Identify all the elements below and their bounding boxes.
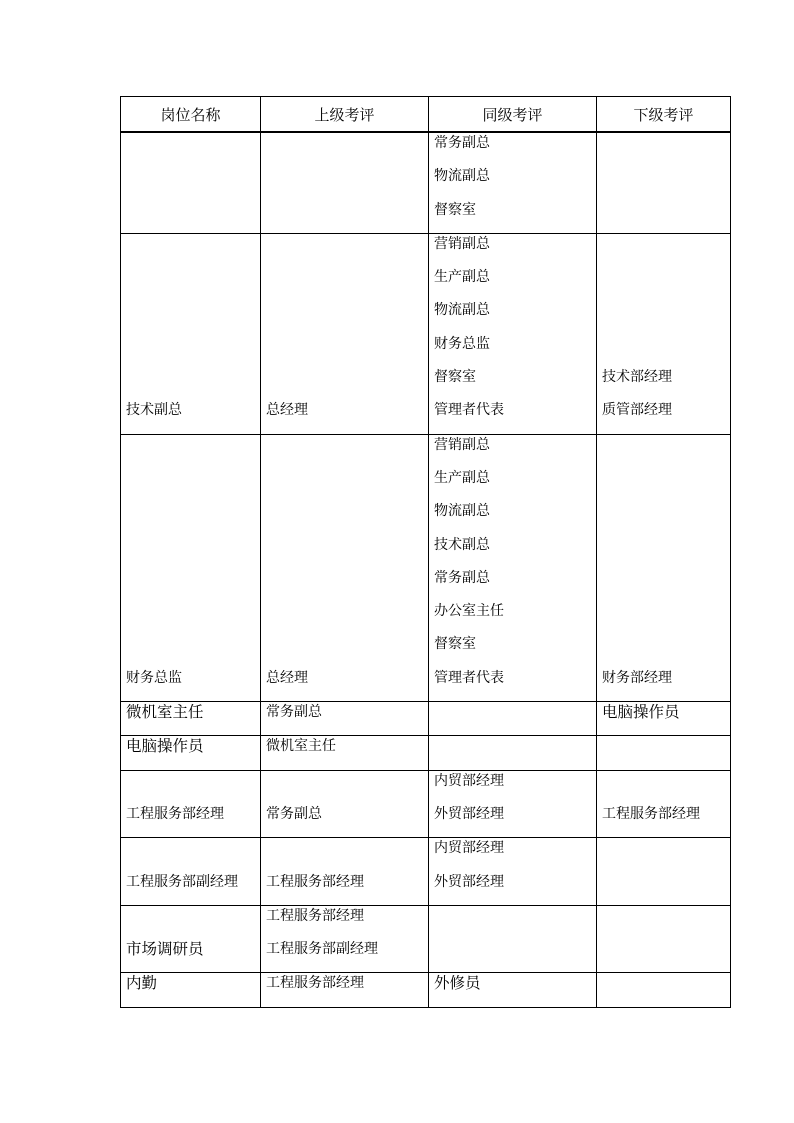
table-row xyxy=(121,233,731,434)
superior-cell xyxy=(261,132,429,233)
cell-text: 电脑操作员 xyxy=(602,703,680,722)
cell-text: 管理者代表 xyxy=(434,402,504,419)
header-position-name: 岗位名称 xyxy=(121,97,261,133)
cell-spacer xyxy=(597,634,730,667)
cell-spacer xyxy=(597,435,730,468)
cell-spacer xyxy=(121,535,260,568)
cell-spacer xyxy=(261,568,428,601)
cell-spacer xyxy=(121,133,260,166)
peer-cell xyxy=(429,973,597,1007)
cell-spacer xyxy=(121,468,260,501)
cell-spacer xyxy=(597,872,730,905)
cell-spacer xyxy=(121,906,260,939)
subordinate-cell xyxy=(597,973,731,1007)
cell-text: 内贸部经理 xyxy=(434,840,504,857)
cell-text: 财务总监 xyxy=(434,335,490,352)
cell-spacer xyxy=(597,568,730,601)
cell-text: 工程服务部经理 xyxy=(126,805,224,822)
cell-text: 外贸部经理 xyxy=(434,805,504,822)
cell-spacer xyxy=(597,838,730,871)
cell-text: 内贸部经理 xyxy=(434,772,504,789)
cell-text: 物流副总 xyxy=(434,168,490,185)
cell-text: 物流副总 xyxy=(434,302,490,319)
header-peer-review: 同级考评 xyxy=(429,97,597,133)
cell-text: 常务副总 xyxy=(434,135,490,151)
cell-text: 工程服务部经理 xyxy=(266,975,364,992)
subordinate-cell xyxy=(597,905,731,973)
superior-cell xyxy=(261,233,429,434)
cell-spacer xyxy=(261,501,428,534)
cell-text: 督察室 xyxy=(434,369,476,386)
cell-text: 营销副总 xyxy=(434,436,490,453)
cell-text: 市场调研员 xyxy=(126,940,204,959)
table-row xyxy=(121,434,731,701)
cell-text: 物流副总 xyxy=(434,503,490,520)
cell-spacer xyxy=(597,771,730,804)
table-row xyxy=(121,905,731,973)
peer-cell xyxy=(429,233,597,434)
peer-cell xyxy=(429,905,597,973)
cell-spacer xyxy=(261,601,428,634)
evaluation-table-container xyxy=(120,96,730,1008)
subordinate-cell xyxy=(597,132,731,233)
cell-text: 管理者代表 xyxy=(434,669,504,686)
cell-spacer xyxy=(261,838,428,871)
cell-text: 财务总监 xyxy=(126,669,182,686)
superior-cell xyxy=(261,702,429,736)
cell-spacer xyxy=(121,234,260,267)
subordinate-cell xyxy=(597,770,731,838)
peer-cell xyxy=(429,702,597,736)
cell-text: 外修员 xyxy=(434,974,481,993)
cell-spacer xyxy=(261,435,428,468)
header-subordinate-review: 下级考评 xyxy=(597,97,731,133)
cell-text: 办公室主任 xyxy=(434,603,504,620)
subordinate-cell xyxy=(597,233,731,434)
role-cell xyxy=(121,233,261,434)
superior-cell xyxy=(261,973,429,1007)
cell-text: 质管部经理 xyxy=(602,402,672,419)
cell-spacer xyxy=(121,634,260,667)
cell-text: 生产副总 xyxy=(434,269,490,286)
cell-text: 生产副总 xyxy=(434,469,490,486)
cell-spacer xyxy=(121,367,260,400)
evaluation-table xyxy=(120,96,731,1008)
cell-spacer xyxy=(597,166,730,199)
peer-cell xyxy=(429,838,597,906)
cell-text: 总经理 xyxy=(266,402,308,419)
cell-spacer xyxy=(597,200,730,233)
cell-text: 督察室 xyxy=(434,636,476,653)
superior-cell xyxy=(261,838,429,906)
cell-spacer xyxy=(121,838,260,871)
role-cell xyxy=(121,905,261,973)
cell-text: 工程服务部经理 xyxy=(266,873,364,890)
cell-spacer xyxy=(261,334,428,367)
cell-spacer xyxy=(261,166,428,199)
cell-spacer xyxy=(121,435,260,468)
cell-spacer xyxy=(429,702,596,735)
cell-text: 常务副总 xyxy=(434,569,490,586)
cell-spacer xyxy=(597,133,730,166)
cell-spacer xyxy=(597,906,730,939)
role-cell xyxy=(121,132,261,233)
cell-text: 工程服务部经理 xyxy=(602,805,700,822)
role-cell xyxy=(121,838,261,906)
cell-text: 财务部经理 xyxy=(602,669,672,686)
subordinate-cell xyxy=(597,838,731,906)
superior-cell xyxy=(261,434,429,701)
superior-cell xyxy=(261,770,429,838)
cell-spacer xyxy=(261,367,428,400)
cell-spacer xyxy=(597,736,730,769)
superior-cell xyxy=(261,736,429,770)
cell-spacer xyxy=(121,166,260,199)
role-cell xyxy=(121,736,261,770)
table-row xyxy=(121,702,731,736)
cell-text: 常务副总 xyxy=(266,805,322,822)
peer-cell xyxy=(429,770,597,838)
cell-spacer xyxy=(121,501,260,534)
role-cell xyxy=(121,770,261,838)
cell-text: 督察室 xyxy=(434,201,476,218)
cell-text: 技术副总 xyxy=(126,402,182,419)
role-cell xyxy=(121,702,261,736)
peer-cell xyxy=(429,434,597,701)
cell-spacer xyxy=(121,601,260,634)
cell-spacer xyxy=(429,939,596,972)
cell-text: 常务副总 xyxy=(266,704,322,721)
cell-spacer xyxy=(597,601,730,634)
cell-spacer xyxy=(261,234,428,267)
cell-text: 工程服务部副经理 xyxy=(266,941,378,958)
subordinate-cell xyxy=(597,702,731,736)
cell-spacer xyxy=(121,771,260,804)
role-cell xyxy=(121,973,261,1007)
cell-spacer xyxy=(429,906,596,939)
cell-text: 技术副总 xyxy=(434,536,490,553)
table-row xyxy=(121,132,731,233)
cell-spacer xyxy=(261,133,428,166)
table-row xyxy=(121,736,731,770)
cell-spacer xyxy=(261,267,428,300)
role-cell xyxy=(121,434,261,701)
table-header-row xyxy=(121,97,731,133)
cell-text: 内勤 xyxy=(126,974,158,993)
cell-spacer xyxy=(597,501,730,534)
cell-spacer xyxy=(597,973,730,1006)
cell-spacer xyxy=(121,300,260,333)
subordinate-cell xyxy=(597,736,731,770)
cell-spacer xyxy=(597,334,730,367)
cell-spacer xyxy=(261,200,428,233)
cell-text: 外贸部经理 xyxy=(434,873,504,890)
cell-spacer xyxy=(261,634,428,667)
cell-spacer xyxy=(121,334,260,367)
cell-text: 总经理 xyxy=(266,669,308,686)
peer-cell xyxy=(429,736,597,770)
cell-spacer xyxy=(261,300,428,333)
cell-spacer xyxy=(597,535,730,568)
peer-cell xyxy=(429,132,597,233)
cell-spacer xyxy=(597,267,730,300)
superior-cell xyxy=(261,905,429,973)
cell-text: 工程服务部副经理 xyxy=(126,873,238,890)
cell-spacer xyxy=(597,939,730,972)
table-row xyxy=(121,838,731,906)
cell-spacer xyxy=(597,300,730,333)
cell-spacer xyxy=(121,267,260,300)
table-row xyxy=(121,973,731,1007)
header-superior-review: 上级考评 xyxy=(261,97,429,133)
cell-spacer xyxy=(261,535,428,568)
subordinate-cell xyxy=(597,434,731,701)
cell-spacer xyxy=(597,468,730,501)
cell-text: 技术部经理 xyxy=(602,369,672,386)
cell-spacer xyxy=(429,736,596,769)
cell-text: 电脑操作员 xyxy=(126,737,204,756)
cell-spacer xyxy=(121,200,260,233)
cell-spacer xyxy=(261,468,428,501)
cell-text: 工程服务部经理 xyxy=(266,907,364,924)
cell-spacer xyxy=(597,234,730,267)
cell-text: 营销副总 xyxy=(434,235,490,252)
table-row xyxy=(121,770,731,838)
cell-text: 微机室主任 xyxy=(266,738,336,755)
cell-text: 微机室主任 xyxy=(126,703,204,722)
cell-spacer xyxy=(121,568,260,601)
cell-spacer xyxy=(261,771,428,804)
